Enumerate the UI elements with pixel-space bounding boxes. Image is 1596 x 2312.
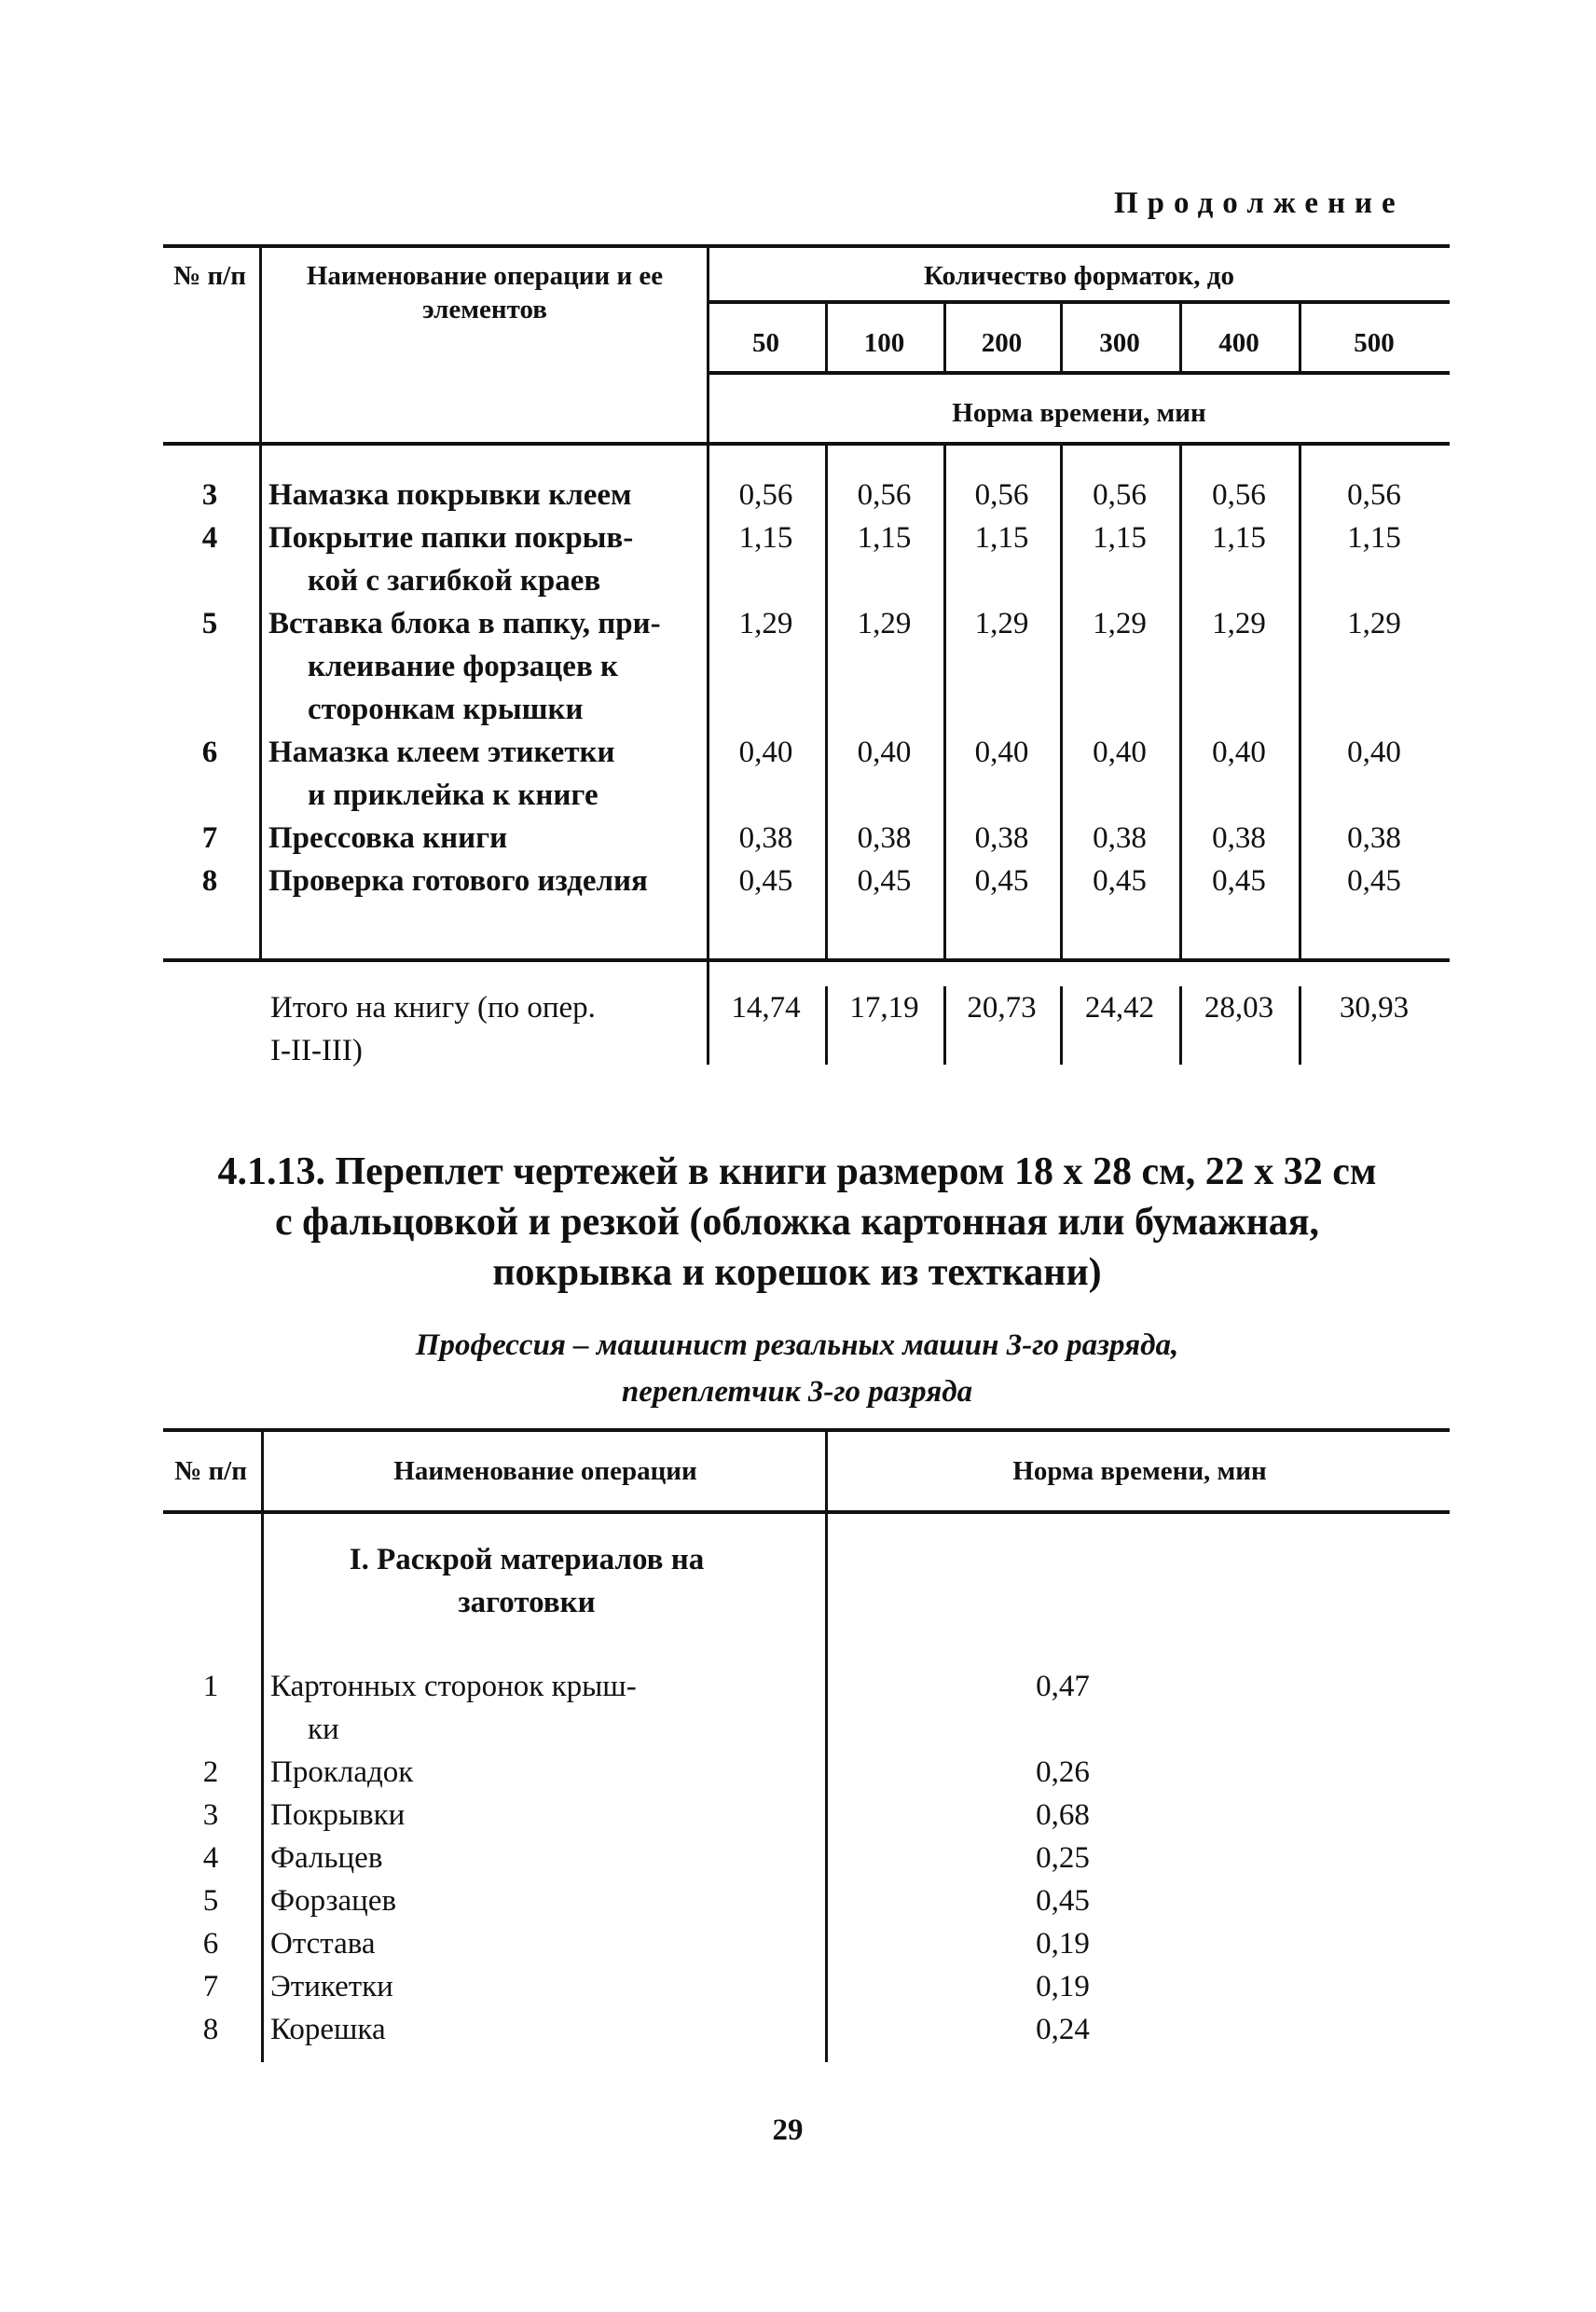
table1-row-value: 1,29 (1347, 607, 1401, 640)
table1-row-num: 7 (201, 821, 218, 855)
table1-row-value: 1,15 (1212, 521, 1266, 555)
table1-row-value: 0,45 (1093, 864, 1147, 898)
table1-row-name: Покрытие папки покрыв- (268, 521, 634, 555)
table1-row-name: сторонкам крышки (308, 693, 584, 726)
table1-row-value: 0,40 (857, 736, 912, 769)
table1-row-value: 1,29 (738, 607, 793, 640)
table1-total-label-cont: I-II-III) (270, 1034, 363, 1067)
table1-row-num: 6 (201, 736, 218, 769)
table2-row-num: 7 (202, 1970, 219, 2003)
table2-header-norm: Норма времени, мин (1012, 1456, 1267, 1486)
table2-row-num: 6 (202, 1927, 219, 1961)
table1-row-value: 0,45 (857, 864, 912, 898)
table2-row-name: Фальцев (270, 1841, 383, 1875)
table1-row-value: 0,45 (1212, 864, 1266, 898)
table2-row-num: 8 (202, 2013, 219, 2046)
section-title: с фальцовкой и резкой (обложка картонная или бумажная, (275, 1201, 1319, 1244)
table1-row-num: 3 (201, 478, 218, 512)
table1-total-value: 17,19 (849, 991, 919, 1025)
section-title: 4.1.13. Переплет чертежей в книги размером 18 х 28 см, 22 х 32 см (217, 1150, 1377, 1193)
table1-row-name: Намазка покрывки клеем (268, 478, 632, 512)
table2-header-num: № п/п (174, 1456, 247, 1486)
table1-total-label: Итого на книгу (по опер. (270, 991, 596, 1025)
table2-row-value: 0,19 (1036, 1927, 1090, 1961)
table1-total-value: 14,74 (731, 991, 801, 1025)
table1-header-count: 50 (752, 328, 779, 358)
table2-row-num: 3 (202, 1798, 219, 1832)
table1-row-name: клеивание форзацев к (308, 650, 619, 683)
table1-col-name-rule (707, 244, 709, 1065)
table1-row-value: 0,38 (974, 821, 1029, 855)
table2-col-name-rule (825, 1428, 828, 2062)
table1-row-value: 0,45 (974, 864, 1029, 898)
table1-row-name: Проверка готового изделия (268, 864, 648, 898)
table1-row-value: 0,40 (1093, 736, 1147, 769)
table2-row-name: Отстава (270, 1927, 376, 1961)
table1-header-name: Наименование операции и ее элементов (306, 261, 664, 324)
table1-total-value: 28,03 (1204, 991, 1274, 1025)
table1-row-value: 0,45 (738, 864, 793, 898)
table2-row-name: Картонных сторонок крыш- (270, 1670, 637, 1703)
table1-row-num: 8 (201, 864, 218, 898)
page-number: 29 (772, 2113, 804, 2147)
table1-row-value: 0,56 (974, 478, 1029, 512)
table1-row-name: Вставка блока в папку, при- (268, 607, 661, 640)
table2-row-num: 1 (202, 1670, 219, 1703)
table1-header-num: № п/п (173, 261, 246, 291)
table1-row-value: 1,29 (857, 607, 912, 640)
table1-row-value: 1,15 (1093, 521, 1147, 555)
table1-row-num: 5 (201, 607, 218, 640)
continuation-label: Продолжение (1114, 186, 1405, 220)
table2-row-name: Покрывки (270, 1798, 406, 1832)
profession-line: Профессия – машинист резальных машин 3-го разряда, (415, 1328, 1179, 1362)
table1-total-rule (163, 958, 1450, 962)
table1-total-value: 20,73 (967, 991, 1037, 1025)
table2-header-rule (163, 1510, 1450, 1514)
table1-row-value: 0,56 (857, 478, 912, 512)
table2-row-value: 0,19 (1036, 1970, 1090, 2003)
table1-row-value: 0,38 (1093, 821, 1147, 855)
table1-row-value: 1,29 (1093, 607, 1147, 640)
table2-section-heading: I. Раскрой материалов на (349, 1543, 705, 1576)
table1-header-rule-left (163, 442, 707, 446)
table1-row-value: 0,40 (738, 736, 793, 769)
table1-total-value: 30,93 (1339, 991, 1410, 1025)
table1-row-value: 0,56 (1212, 478, 1266, 512)
table1-header-norm: Норма времени, мин (952, 398, 1206, 428)
table1-top-rule (163, 244, 1450, 248)
table1-row-name: кой с загибкой краев (308, 564, 601, 598)
table1-row-value: 1,15 (974, 521, 1029, 555)
table2-row-name: ки (308, 1713, 339, 1746)
table1-count-rule (707, 300, 1450, 304)
table2-row-num: 5 (202, 1884, 219, 1918)
table1-row-value: 0,56 (1093, 478, 1147, 512)
table1-header-count: 200 (981, 328, 1023, 358)
table1-row-value: 0,56 (1347, 478, 1401, 512)
table2-row-value: 0,45 (1036, 1884, 1090, 1918)
section-title: покрывка и корешок из техткани) (492, 1251, 1102, 1294)
table1-row-value: 0,40 (974, 736, 1029, 769)
table2-row-num: 4 (202, 1841, 219, 1875)
table2-row-name: Форзацев (270, 1884, 397, 1918)
table1-row-value: 0,40 (1212, 736, 1266, 769)
table2-row-value: 0,26 (1036, 1755, 1090, 1789)
table1-header-count: 400 (1218, 328, 1259, 358)
table1-total-value: 24,42 (1084, 991, 1155, 1025)
table2-col-num-rule (261, 1428, 264, 2062)
table1-header-rule (707, 442, 1450, 446)
table1-row-value: 0,38 (857, 821, 912, 855)
table1-header-count-title: Количество форматок, до (924, 261, 1234, 291)
table1-row-value: 0,56 (738, 478, 793, 512)
table1-row-name: и приклейка к книге (308, 778, 598, 812)
table2-section-heading: заготовки (458, 1586, 596, 1619)
table2-row-name: Этикетки (270, 1970, 393, 2003)
table2-row-name: Корешка (270, 2013, 386, 2046)
table1-row-name: Прессовка книги (268, 821, 508, 855)
table1-row-value: 1,15 (857, 521, 912, 555)
table2-row-value: 0,68 (1036, 1798, 1090, 1832)
table1-row-value: 0,38 (738, 821, 793, 855)
table1-row-value: 1,15 (738, 521, 793, 555)
table2-header-name: Наименование операции (393, 1456, 697, 1486)
table1-row-value: 1,29 (974, 607, 1029, 640)
table1-header-count: 500 (1354, 328, 1395, 358)
table1-header-count: 100 (863, 328, 905, 358)
table1-row-name: Намазка клеем этикетки (268, 736, 615, 769)
table1-row-num: 4 (201, 521, 218, 555)
table1-row-value: 0,38 (1347, 821, 1401, 855)
table1-row-value: 1,29 (1212, 607, 1266, 640)
profession-line: переплетчик 3-го разряда (621, 1375, 973, 1409)
table2-row-value: 0,24 (1036, 2013, 1090, 2046)
table1-col-num-rule (259, 244, 262, 962)
table2-top-rule (163, 1428, 1450, 1432)
table1-norm-rule (707, 371, 1450, 375)
table2-row-value: 0,25 (1036, 1841, 1090, 1875)
table1-row-value: 0,38 (1212, 821, 1266, 855)
table1-row-value: 0,45 (1347, 864, 1401, 898)
table1-header-count: 300 (1099, 328, 1140, 358)
table1-row-value: 1,15 (1347, 521, 1401, 555)
table2-row-num: 2 (202, 1755, 219, 1789)
table1-row-value: 0,40 (1347, 736, 1401, 769)
table2-row-value: 0,47 (1036, 1670, 1090, 1703)
table2-row-name: Прокладок (270, 1755, 414, 1789)
